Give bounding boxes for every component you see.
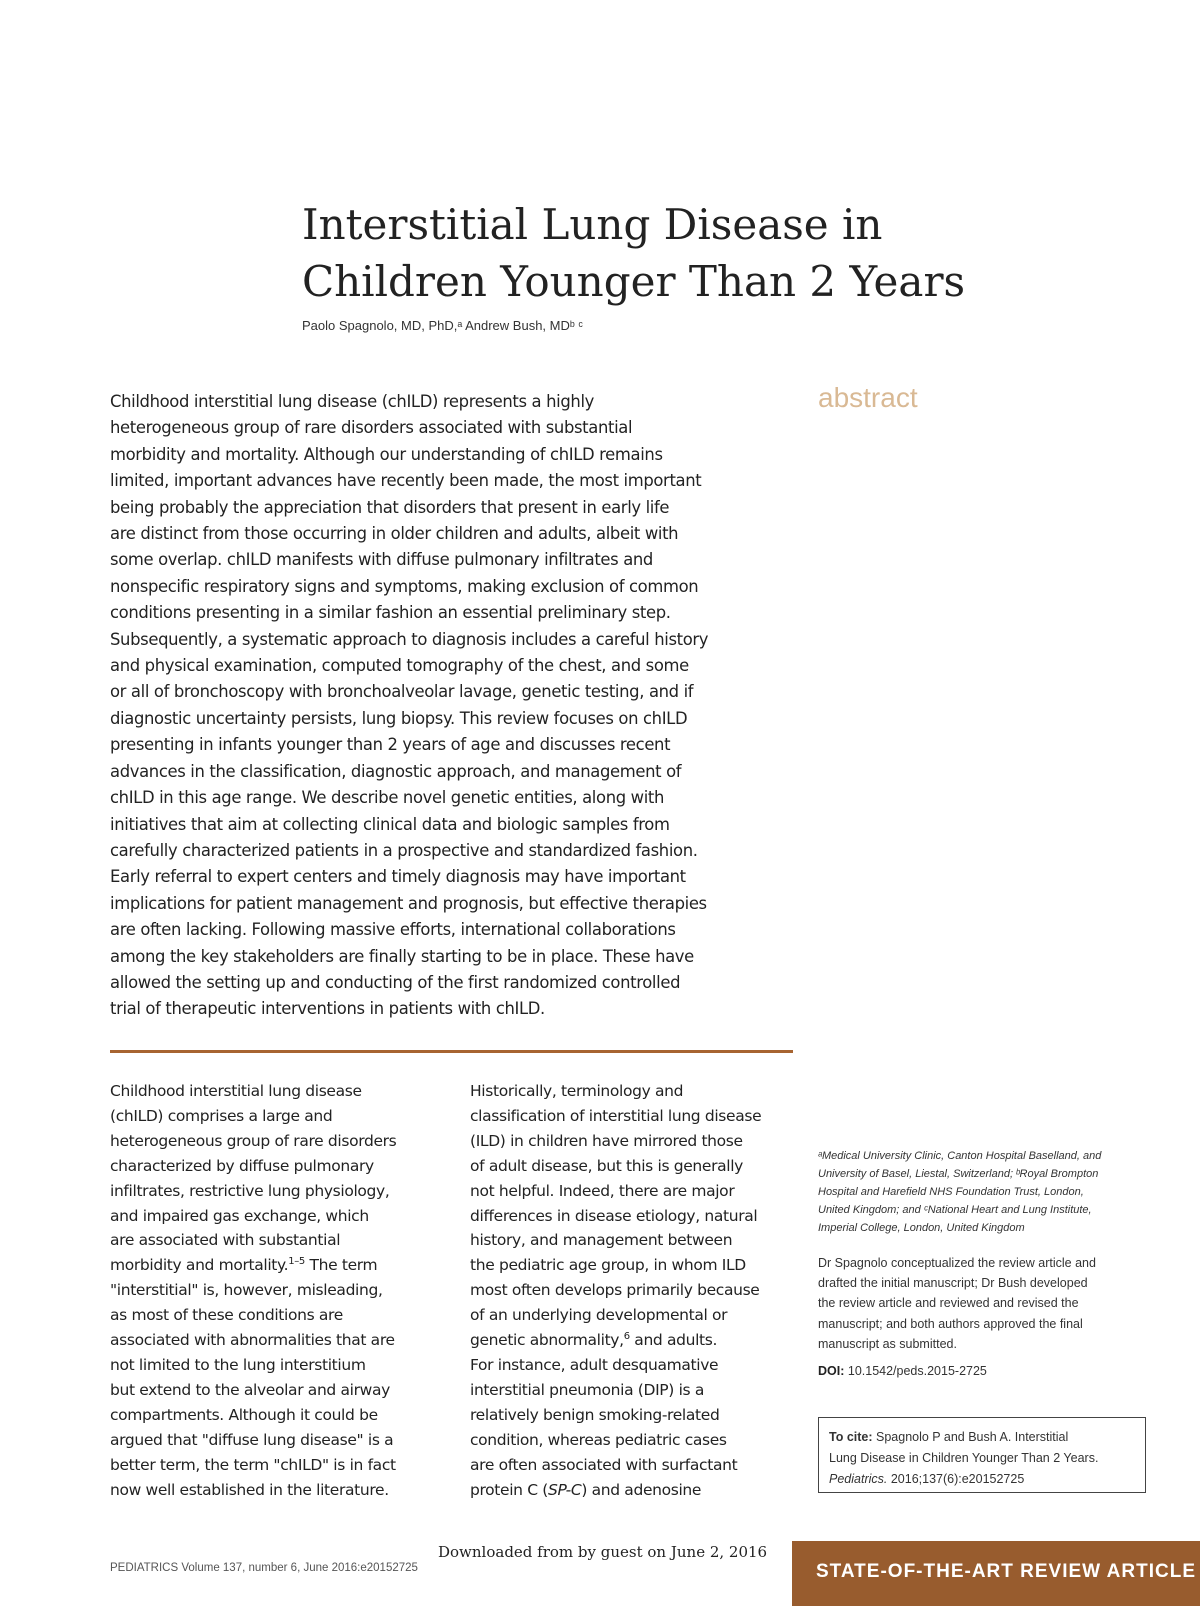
body-column-right: [470, 1079, 810, 1502]
body-text: genetic abnormality,: [470, 1331, 624, 1350]
body-column-left: [110, 1079, 450, 1502]
footer-download-stamp: Downloaded from by guest on June 2, 2016: [438, 1543, 768, 1561]
contribution-line: Dr Spagnolo conceptualized the review article and: [818, 1256, 1096, 1270]
abstract-line: trial of therapeutic interventions in patients with chILD.: [110, 999, 545, 1019]
body-line: not limited to the lung interstitium: [110, 1355, 366, 1374]
citation-text: Spagnolo P and Bush A. Interstitial: [872, 1430, 1069, 1444]
abstract-line: allowed the setting up and conducting of the first randomized controlled: [110, 972, 681, 992]
doi: [818, 1364, 987, 1378]
citation-ref: 1–5: [288, 1256, 305, 1268]
citation-box: [818, 1417, 1146, 1493]
affiliation-line: United Kingdom; and ᶜNational Heart and Lung Institute,: [818, 1204, 1092, 1216]
section-divider: [110, 1050, 793, 1053]
abstract-line: or all of bronchoscopy with bronchoalveolar lavage, genetic testing, and if: [110, 682, 694, 702]
body-line: "interstitial" is, however, misleading,: [110, 1281, 383, 1300]
abstract-line: implications for patient management and prognosis, but effective therapies: [110, 893, 707, 913]
body-line: better term, the term "chILD" is in fact: [110, 1455, 396, 1474]
section-banner: [792, 1541, 1200, 1606]
abstract-line: morbidity and mortality. Although our understanding of chILD remains: [110, 444, 663, 464]
body-line: For instance, adult desquamative: [470, 1355, 719, 1374]
abstract-line: advances in the classification, diagnostic approach, and management of: [110, 761, 682, 781]
article-title: [302, 196, 1062, 310]
affiliation-line: Hospital and Harefield NHS Foundation Trust, London,: [818, 1186, 1084, 1198]
abstract-line: carefully characterized patients in a prospective and standardized fashion.: [110, 840, 698, 860]
abstract-line: Early referral to expert centers and timely diagnosis may have important: [110, 867, 686, 887]
body-line: compartments. Although it could be: [110, 1405, 378, 1424]
body-line: as most of these conditions are: [110, 1306, 343, 1325]
body-line: the pediatric age group, in whom ILD: [470, 1256, 746, 1275]
abstract-line: chILD in this age range. We describe novel genetic entities, along with: [110, 788, 665, 808]
abstract-line: Subsequently, a systematic approach to diagnosis includes a careful history: [110, 629, 709, 649]
author-contributions: [818, 1253, 1148, 1354]
abstract-line: presenting in infants younger than 2 years of age and discusses recent: [110, 735, 671, 755]
body-line: Childhood interstitial lung disease: [110, 1082, 362, 1100]
body-line: classification of interstitial lung disease: [470, 1106, 762, 1125]
body-line: of an underlying developmental or: [470, 1306, 728, 1325]
body-line: condition, whereas pediatric cases: [470, 1430, 727, 1449]
affiliation-line: University of Basel, Liestal, Switzerland; ᵇRoyal Brompton: [818, 1168, 1099, 1180]
body-line: differences in disease etiology, natural: [470, 1206, 758, 1225]
body-line: associated with abnormalities that are: [110, 1331, 395, 1350]
body-line: heterogeneous group of rare disorders: [110, 1131, 397, 1150]
contribution-line: manuscript as submitted.: [818, 1336, 957, 1351]
citation-ref: 6: [623, 1330, 630, 1342]
title-line: Children Younger Than 2 Years: [302, 257, 966, 306]
footer-journal-info: PEDIATRICS Volume 137, number 6, June 2016:e20152725: [110, 1562, 418, 1574]
title-line: Interstitial Lung Disease in: [302, 200, 883, 249]
contribution-line: drafted the initial manuscript; Dr Bush developed: [818, 1276, 1088, 1291]
body-line: argued that "diffuse lung disease" is a: [110, 1430, 394, 1449]
citation-journal: Pediatrics.: [829, 1472, 888, 1486]
contribution-line: the review article and reviewed and revised the: [818, 1296, 1079, 1311]
citation-text: 2016;137(6):e20152725: [887, 1472, 1025, 1486]
body-text: The term: [304, 1256, 378, 1275]
citation-line: Lung Disease in Children Younger Than 2 Years.: [829, 1451, 1099, 1465]
citation-line: [829, 1427, 1135, 1448]
author-list: Paolo Spagnolo, MD, PhD,ᵃ Andrew Bush, MDᵇ ᶜ: [302, 318, 583, 333]
abstract-line: are often lacking. Following massive efforts, international collaborations: [110, 920, 676, 940]
abstract-line: being probably the appreciation that disorders that present in early life: [110, 497, 670, 517]
body-line: Historically, terminology and: [470, 1082, 684, 1100]
abstract-line: heterogeneous group of rare disorders associated with substantial: [110, 418, 633, 438]
citation-line: [829, 1469, 1135, 1490]
gene-name: SP-C: [547, 1480, 582, 1499]
abstract-line: limited, important advances have recently been made, the most important: [110, 471, 702, 491]
body-text: protein C (: [470, 1480, 548, 1499]
abstract-line: initiatives that aim at collecting clinical data and biologic samples from: [110, 814, 670, 834]
body-line: (ILD) in children have mirrored those: [470, 1131, 743, 1150]
abstract-line: conditions presenting in a similar fashion an essential preliminary step.: [110, 603, 671, 623]
abstract-text: [110, 389, 790, 1023]
affiliation-line: Imperial College, London, United Kingdom: [818, 1222, 1025, 1234]
abstract-line: and physical examination, computed tomography of the chest, and some: [110, 656, 689, 676]
abstract-line: diagnostic uncertainty persists, lung biopsy. This review focuses on chILD: [110, 708, 688, 728]
body-line: are associated with substantial: [110, 1231, 341, 1250]
abstract-line: nonspecific respiratory signs and symptoms, making exclusion of common: [110, 576, 699, 596]
cite-label: To cite:: [829, 1430, 873, 1444]
body-line: [470, 1328, 810, 1353]
section-banner-label: STATE-OF-THE-ART REVIEW ARTICLE: [816, 1561, 1197, 1582]
abstract-heading: abstract: [818, 382, 918, 413]
affiliation-line: ᵃMedical University Clinic, Canton Hospital Baselland, and: [818, 1150, 1102, 1162]
doi-label: DOI:: [818, 1364, 845, 1378]
body-line: characterized by diffuse pulmonary: [110, 1156, 374, 1175]
body-line: and impaired gas exchange, which: [110, 1206, 369, 1225]
body-line: relatively benign smoking-related: [470, 1405, 720, 1424]
body-line: are often associated with surfactant: [470, 1455, 738, 1474]
contribution-line: manuscript; and both authors approved the final: [818, 1316, 1083, 1331]
abstract-line: Childhood interstitial lung disease (chILD) represents a highly: [110, 392, 595, 411]
body-line: history, and management between: [470, 1231, 733, 1250]
body-line: but extend to the alveolar and airway: [110, 1380, 390, 1399]
abstract-line: some overlap. chILD manifests with diffuse pulmonary infiltrates and: [110, 550, 653, 570]
body-line: of adult disease, but this is generally: [470, 1156, 743, 1175]
body-line: [110, 1253, 450, 1278]
body-line: [470, 1478, 810, 1503]
body-line: most often develops primarily because: [470, 1281, 760, 1300]
doi-value[interactable]: 10.1542/peds.2015-2725: [844, 1364, 987, 1378]
abstract-line: among the key stakeholders are finally starting to be in place. These have: [110, 946, 694, 966]
body-line: infiltrates, restrictive lung physiology,: [110, 1181, 390, 1200]
author-affiliations: [818, 1147, 1138, 1237]
body-text: morbidity and mortality.: [110, 1256, 289, 1275]
body-line: not helpful. Indeed, there are major: [470, 1181, 735, 1200]
body-line: (chILD) comprises a large and: [110, 1106, 333, 1125]
abstract-line: are distinct from those occurring in older children and adults, albeit with: [110, 524, 679, 544]
body-text: and adults.: [629, 1331, 718, 1350]
body-line: interstitial pneumonia (DIP) is a: [470, 1380, 704, 1399]
body-line: now well established in the literature.: [110, 1480, 389, 1499]
body-text: ) and adenosine: [581, 1480, 702, 1499]
